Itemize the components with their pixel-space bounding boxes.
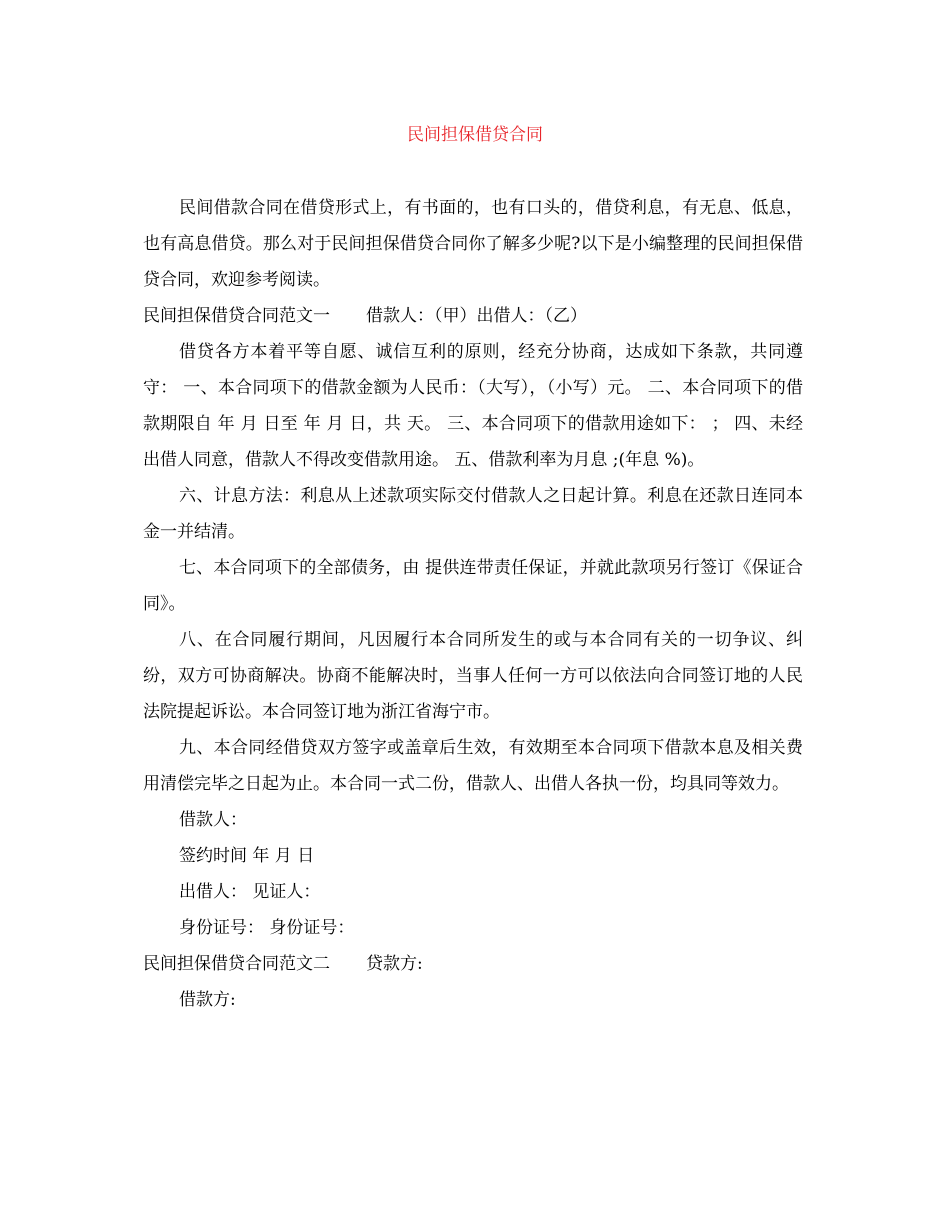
clause-paragraph: 八、在合同履行期间，凡因履行本合同所发生的或与本合同有关的一切争议、纠纷，双方可协商解决。协商不能解决时，当事人任何一方可以依法向合同签订地的人民法院提起诉讼。本合同签订地为浙江省海宁市。	[143, 630, 803, 722]
document-body	[143, 190, 803, 1018]
sample2-lender: 贷款方:	[366, 954, 423, 974]
sample2-heading-line	[143, 946, 803, 982]
clause-paragraph: 借贷各方本着平等自愿、诚信互利的原则，经充分协商，达成如下条款，共同遵守： 一、本合同项下的借款金额为人民币：（大写），（小写）元。 二、本合同项下的借款期限自 年 月 日至 年 月 日，共 天。 三、本合同项下的借款用途如下： ； 四、未经出借人同意，借款人不得改变借款用途。 五、借款利率为月息 ;(年息 %)。	[143, 342, 803, 470]
sample1-heading-line	[143, 298, 803, 334]
sample2-heading: 民间担保借贷合同范文二	[143, 954, 330, 974]
signature-line-date: 签约时间 年 月 日	[179, 846, 315, 866]
clause-paragraph: 六、计息方法：利息从上述款项实际交付借款人之日起计算。利息在还款日连同本金一并结清。	[143, 486, 803, 542]
signature-line-id-numbers: 身份证号： 身份证号：	[179, 918, 355, 938]
document-title: 民间担保借贷合同	[407, 125, 543, 145]
clause-paragraph: 七、本合同项下的全部债务，由 提供连带责任保证，并就此款项另行签订《保证合同》。	[143, 558, 803, 614]
sample2-borrower: 借款方:	[179, 990, 236, 1010]
clause-paragraph: 九、本合同经借贷双方签字或盖章后生效，有效期至本合同项下借款本息及相关费用清偿完毕之日起为止。本合同一式二份，借款人、出借人各执一份，均具同等效力。	[143, 738, 803, 794]
signature-line-borrower: 借款人：	[179, 810, 247, 830]
intro-paragraph: 民间借款合同在借贷形式上，有书面的，也有口头的，借贷利息，有无息、低息，也有高息借贷。那么对于民间担保借贷合同你了解多少呢?以下是小编整理的民间担保借贷合同，欢迎参考阅读。	[143, 198, 803, 290]
sample1-parties: 借款人：（甲）出借人：（乙）	[366, 306, 587, 326]
signature-line-lender-witness: 出借人： 见证人：	[179, 882, 321, 902]
sample1-heading: 民间担保借贷合同范文一	[143, 306, 330, 326]
